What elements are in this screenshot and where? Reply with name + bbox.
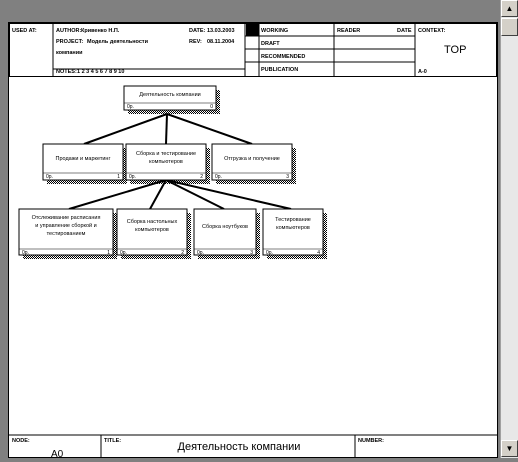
node-cost: 0р. (127, 104, 134, 110)
node-number: 4 (317, 250, 320, 256)
node-cost: 0р. (197, 250, 204, 256)
node-title-line2: компьютеров (149, 159, 183, 165)
node-cost: 0р. (129, 174, 136, 180)
project-value: Модель деятельности (87, 39, 148, 45)
node-box-shipping[interactable] (212, 144, 296, 184)
working-status-marker (246, 24, 259, 36)
date-label: DATE: (189, 28, 206, 34)
vertical-scrollbar[interactable] (500, 0, 518, 458)
node-title-line2: компьютеров (135, 227, 169, 233)
idef0-node-tree (9, 23, 497, 457)
node-title-line2: компьютеров (276, 225, 310, 231)
node-number: 2 (200, 174, 203, 180)
status-recommended: RECOMMENDED (261, 54, 306, 60)
number-label: NUMBER: (358, 438, 384, 444)
rev-value: 08.11.2004 (207, 39, 235, 45)
date-value: 13.03.2003 (207, 28, 235, 34)
status-draft: DRAFT (261, 41, 280, 47)
node-title: Сборка ноутбуков (202, 224, 248, 230)
node-cost: 0р. (266, 250, 273, 256)
scroll-up-button[interactable] (501, 0, 518, 17)
status-publication: PUBLICATION (261, 67, 299, 73)
rev-label: REV: (189, 39, 202, 45)
node-title: Деятельность компании (139, 92, 201, 98)
node-box-desktops[interactable] (117, 209, 191, 259)
status-working: WORKING (261, 28, 289, 34)
diagram-sheet (8, 22, 498, 458)
node-number: 1 (107, 250, 110, 256)
node-title: Отгрузка и получение (224, 156, 280, 162)
node-box-assembly[interactable] (126, 144, 210, 184)
node-title-line3: тестированием (46, 231, 86, 237)
reader-label: READER (337, 28, 361, 34)
node-cost: 0р. (215, 174, 222, 180)
node-cost: 0р. (120, 250, 127, 256)
node-box-sales[interactable] (43, 144, 127, 184)
context-label: CONTEXT: (418, 28, 446, 34)
node-number: 3 (286, 174, 289, 180)
node-label: NODE: (12, 438, 30, 444)
node-number: 3 (250, 250, 253, 256)
node-cost: 0р. (46, 174, 53, 180)
node-box-testing[interactable] (263, 209, 327, 259)
context-value: TOP (444, 44, 467, 56)
node-title-line1: Сборка настольных (126, 219, 178, 225)
up-arrow-icon: ▲ (505, 4, 514, 13)
diagram-title: Деятельность компании (177, 441, 301, 453)
node-value: A0 (51, 449, 64, 457)
scroll-down-button[interactable] (501, 440, 518, 457)
scroll-thumb[interactable] (501, 18, 518, 36)
node-title-line2: и управление сборкой и (35, 223, 97, 229)
node-cost: 0р. (22, 250, 29, 256)
date2-label: DATE (397, 28, 412, 34)
node-box-laptops[interactable] (194, 209, 260, 259)
node-number: 2 (181, 250, 184, 256)
context-node: A-0 (418, 69, 427, 75)
title-label: TITLE: (104, 438, 122, 444)
node-title-line1: Сборка и тестирование (135, 151, 197, 157)
node-box-schedule[interactable] (19, 209, 117, 259)
node-title-line1: Тестирование (275, 217, 311, 223)
author-label: AUTHOR: (56, 28, 82, 34)
node-number: 1 (117, 174, 120, 180)
project-value-cont: компании (56, 50, 83, 56)
author-value: Кривенко Н.П. (81, 28, 120, 34)
notes-label: NOTES: (56, 69, 77, 75)
window-top-strip (0, 0, 500, 22)
down-arrow-icon: ▼ (505, 444, 514, 453)
node-title: Продажи и маркетинг (55, 156, 111, 162)
node-title-line1: Отслеживание расписания (31, 215, 101, 221)
project-label: PROJECT: (56, 39, 84, 45)
node-number: 0 (210, 104, 213, 110)
used-at-label: USED AT: (12, 28, 37, 34)
notes-value: 1 2 3 4 5 6 7 8 9 10 (77, 69, 125, 75)
node-box-root[interactable] (124, 86, 220, 114)
